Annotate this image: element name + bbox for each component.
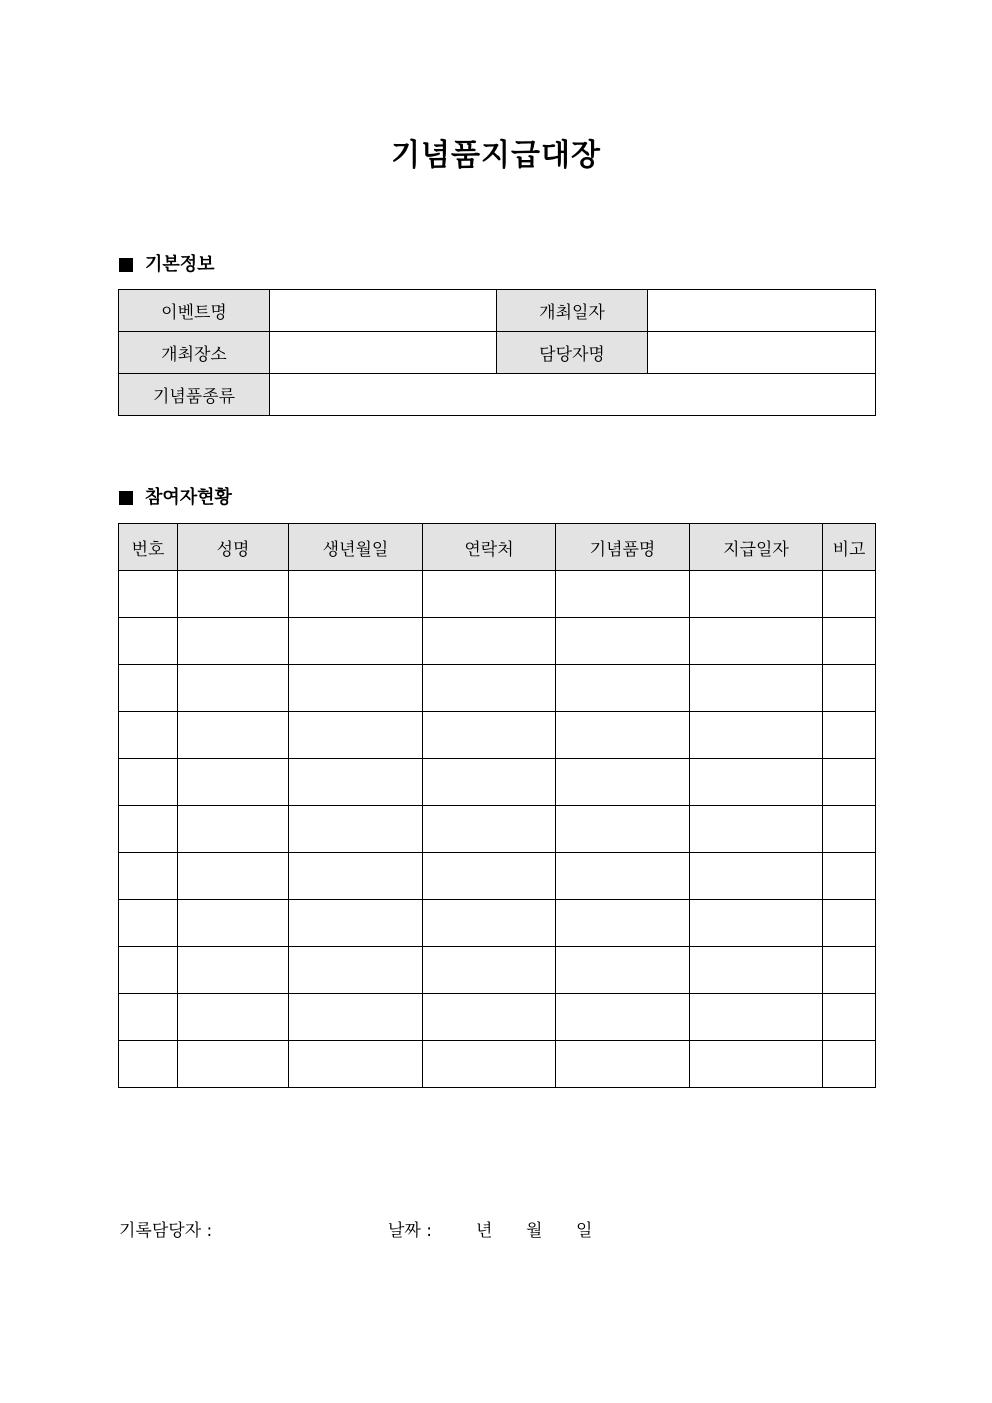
- cell-remarks[interactable]: [823, 759, 876, 806]
- cell-souvenir-name[interactable]: [556, 759, 690, 806]
- table-row: [119, 1041, 876, 1088]
- cell-payment-date[interactable]: [690, 853, 823, 900]
- cell-souvenir-name[interactable]: [556, 618, 690, 665]
- cell-birthdate[interactable]: [289, 571, 423, 618]
- participants-heading-label: 참여자현황: [145, 487, 232, 508]
- cell-souvenir-name[interactable]: [556, 665, 690, 712]
- participants-header-row: [119, 524, 876, 571]
- cell-payment-date[interactable]: [690, 947, 823, 994]
- date-label: 날짜 :: [388, 1221, 432, 1241]
- cell-birthdate[interactable]: [289, 853, 423, 900]
- cell-number[interactable]: [119, 900, 178, 947]
- cell-payment-date[interactable]: [690, 712, 823, 759]
- cell-birthdate[interactable]: [289, 994, 423, 1041]
- column-header-name: 성명: [178, 524, 289, 571]
- manager-field[interactable]: [648, 332, 876, 374]
- cell-souvenir-name[interactable]: [556, 853, 690, 900]
- cell-number[interactable]: [119, 806, 178, 853]
- cell-payment-date[interactable]: [690, 665, 823, 712]
- cell-name[interactable]: [178, 994, 289, 1041]
- table-row: [119, 665, 876, 712]
- cell-number[interactable]: [119, 618, 178, 665]
- cell-name[interactable]: [178, 947, 289, 994]
- cell-contact[interactable]: [423, 900, 556, 947]
- column-header-souvenir-name: 기념품명: [556, 524, 690, 571]
- cell-name[interactable]: [178, 806, 289, 853]
- cell-contact[interactable]: [423, 947, 556, 994]
- cell-number[interactable]: [119, 712, 178, 759]
- cell-name[interactable]: [178, 571, 289, 618]
- event-date-label: 개최일자: [497, 290, 648, 332]
- cell-souvenir-name[interactable]: [556, 806, 690, 853]
- cell-remarks[interactable]: [823, 618, 876, 665]
- cell-contact[interactable]: [423, 994, 556, 1041]
- column-header-number: 번호: [119, 524, 178, 571]
- cell-birthdate[interactable]: [289, 1041, 423, 1088]
- cell-contact[interactable]: [423, 759, 556, 806]
- participants-table-body: [119, 571, 876, 1088]
- cell-birthdate[interactable]: [289, 806, 423, 853]
- cell-contact[interactable]: [423, 806, 556, 853]
- cell-payment-date[interactable]: [690, 1041, 823, 1088]
- cell-payment-date[interactable]: [690, 618, 823, 665]
- cell-souvenir-name[interactable]: [556, 571, 690, 618]
- cell-remarks[interactable]: [823, 994, 876, 1041]
- info-row-event: [119, 290, 876, 332]
- cell-payment-date[interactable]: [690, 759, 823, 806]
- cell-remarks[interactable]: [823, 947, 876, 994]
- cell-number[interactable]: [119, 994, 178, 1041]
- cell-souvenir-name[interactable]: [556, 994, 690, 1041]
- participants-heading: [119, 486, 232, 510]
- cell-payment-date[interactable]: [690, 900, 823, 947]
- cell-birthdate[interactable]: [289, 712, 423, 759]
- column-header-contact: 연락처: [423, 524, 556, 571]
- cell-name[interactable]: [178, 900, 289, 947]
- column-header-remarks: 비고: [823, 524, 876, 571]
- event-date-field[interactable]: [648, 290, 876, 332]
- cell-contact[interactable]: [423, 712, 556, 759]
- cell-souvenir-name[interactable]: [556, 712, 690, 759]
- cell-number[interactable]: [119, 947, 178, 994]
- cell-number[interactable]: [119, 665, 178, 712]
- table-row: [119, 994, 876, 1041]
- cell-payment-date[interactable]: [690, 571, 823, 618]
- cell-name[interactable]: [178, 618, 289, 665]
- cell-name[interactable]: [178, 712, 289, 759]
- document-title: 기념품지급대장: [391, 138, 601, 173]
- cell-remarks[interactable]: [823, 571, 876, 618]
- cell-contact[interactable]: [423, 665, 556, 712]
- event-name-field[interactable]: [270, 290, 497, 332]
- venue-field[interactable]: [270, 332, 497, 374]
- souvenir-type-label: 기념품종류: [119, 374, 270, 416]
- table-row: [119, 712, 876, 759]
- cell-remarks[interactable]: [823, 1041, 876, 1088]
- cell-payment-date[interactable]: [690, 994, 823, 1041]
- month-label: 월: [526, 1221, 543, 1241]
- basic-info-table: [118, 289, 876, 416]
- cell-name[interactable]: [178, 759, 289, 806]
- table-row: [119, 853, 876, 900]
- basic-info-heading: [119, 253, 215, 277]
- recorder-label: 기록담당자 :: [119, 1221, 213, 1241]
- cell-name[interactable]: [178, 1041, 289, 1088]
- cell-birthdate[interactable]: [289, 665, 423, 712]
- square-bullet-icon: [119, 491, 133, 505]
- cell-name[interactable]: [178, 665, 289, 712]
- cell-souvenir-name[interactable]: [556, 1041, 690, 1088]
- cell-remarks[interactable]: [823, 665, 876, 712]
- cell-souvenir-name[interactable]: [556, 900, 690, 947]
- year-label: 년: [476, 1221, 493, 1241]
- cell-number[interactable]: [119, 1041, 178, 1088]
- cell-contact[interactable]: [423, 853, 556, 900]
- event-name-label: 이벤트명: [119, 290, 270, 332]
- cell-birthdate[interactable]: [289, 759, 423, 806]
- cell-souvenir-name[interactable]: [556, 947, 690, 994]
- table-row: [119, 759, 876, 806]
- cell-remarks[interactable]: [823, 712, 876, 759]
- cell-contact[interactable]: [423, 571, 556, 618]
- cell-number[interactable]: [119, 571, 178, 618]
- cell-birthdate[interactable]: [289, 947, 423, 994]
- souvenir-type-field[interactable]: [270, 374, 876, 416]
- manager-label: 담당자명: [497, 332, 648, 374]
- column-header-birthdate: 생년월일: [289, 524, 423, 571]
- cell-payment-date[interactable]: [690, 806, 823, 853]
- day-label: 일: [576, 1221, 593, 1241]
- cell-name[interactable]: [178, 853, 289, 900]
- table-row: [119, 806, 876, 853]
- cell-number[interactable]: [119, 853, 178, 900]
- cell-birthdate[interactable]: [289, 900, 423, 947]
- square-bullet-icon: [119, 258, 133, 272]
- cell-remarks[interactable]: [823, 806, 876, 853]
- info-row-venue: [119, 332, 876, 374]
- cell-birthdate[interactable]: [289, 618, 423, 665]
- cell-remarks[interactable]: [823, 853, 876, 900]
- cell-remarks[interactable]: [823, 900, 876, 947]
- cell-contact[interactable]: [423, 618, 556, 665]
- table-row: [119, 571, 876, 618]
- info-row-souvenir-type: [119, 374, 876, 416]
- participants-table: [118, 523, 876, 1088]
- venue-label: 개최장소: [119, 332, 270, 374]
- table-row: [119, 618, 876, 665]
- table-row: [119, 947, 876, 994]
- cell-number[interactable]: [119, 759, 178, 806]
- basic-info-heading-label: 기본정보: [145, 254, 215, 275]
- table-row: [119, 900, 876, 947]
- column-header-payment-date: 지급일자: [690, 524, 823, 571]
- cell-contact[interactable]: [423, 1041, 556, 1088]
